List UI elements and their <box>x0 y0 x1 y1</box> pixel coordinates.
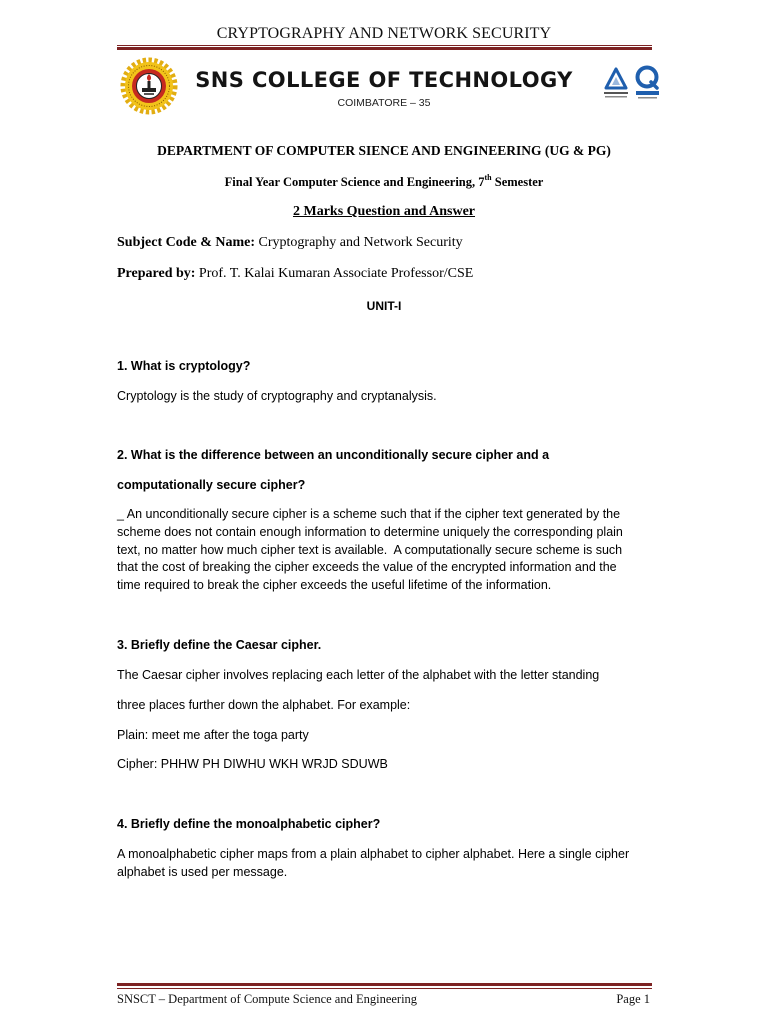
question-4-title: 4. Briefly define the monoalphabetic cipher? <box>117 817 381 831</box>
question-2-answer-line: _ An unconditionally secure cipher is a scheme such that if the cipher text generated by the <box>117 507 621 521</box>
college-name: SNS COLLEGE OF TECHNOLOGY <box>195 68 573 92</box>
question-4-answer-line: A monoalphabetic cipher maps from a plain alphabet to cipher alphabet. Here a single cipher <box>117 847 630 861</box>
department-heading: DEPARTMENT OF COMPUTER SIENCE AND ENGINEERING (UG & PG) <box>157 143 611 158</box>
course-semester: Semester <box>491 175 544 189</box>
unit-heading: UNIT-I <box>366 299 402 313</box>
certification-triangle-logo-icon <box>604 69 628 98</box>
footer-department: SNSCT – Department of Compute Science and Engineering <box>117 992 418 1006</box>
course-line <box>0 174 768 190</box>
question-4-answer-line: alphabet is used per message. <box>117 865 288 879</box>
document-type-heading: 2 Marks Question and Answer <box>292 204 476 219</box>
header-rule-thin <box>117 45 652 46</box>
college-location: COIMBATORE – 35 <box>337 97 431 109</box>
accreditation-logos-icon <box>602 64 662 106</box>
subject-line <box>117 234 463 252</box>
subject-label: Subject Code & Name: <box>117 235 256 250</box>
question-2-answer-line: scheme does not contain enough information to determine uniquely the corresponding plain <box>117 525 623 539</box>
subject-value: Cryptography and Network Security <box>255 235 463 250</box>
footer-rule-thick <box>117 983 652 986</box>
footer-rule-thin <box>117 988 652 989</box>
question-3-answer-line: three places further down the alphabet. For example: <box>117 698 411 712</box>
prepared-by-value: Prof. T. Kalai Kumaran Associate Professor/CSE <box>195 266 474 281</box>
header-rule-thick <box>117 47 652 50</box>
question-2-answer-line: that the cost of breaking the cipher exceeds the value of the encrypted information and the <box>117 560 617 574</box>
question-2-title: 2. What is the difference between an unconditionally secure cipher and a <box>117 448 550 462</box>
question-3-answer-line: The Caesar cipher involves replacing each letter of the alphabet with the letter standing <box>117 668 600 682</box>
question-2-title: computationally secure cipher? <box>117 478 306 492</box>
course-text: Final Year Computer Science and Engineering, 7 <box>224 175 485 189</box>
question-2-answer-line: time required to break the cipher exceeds the useful lifetime of the information. <box>117 578 552 592</box>
quality-q-logo-icon <box>636 68 659 99</box>
question-2-answer-line: text, no matter how much cipher text is available. A computationally secure scheme is such <box>117 543 623 557</box>
running-header: CRYPTOGRAPHY AND NETWORK SECURITY <box>216 25 552 42</box>
question-1-answer-line: Cryptology is the study of cryptography and cryptanalysis. <box>117 389 437 403</box>
page-number: Page 1 <box>616 992 650 1006</box>
question-3-plaintext-example: Plain: meet me after the toga party <box>117 728 309 742</box>
prepared-by-line <box>117 265 473 283</box>
prepared-by-label: Prepared by: <box>117 266 196 281</box>
course-ordinal-suffix: th <box>484 172 492 182</box>
question-3-ciphertext-example: Cipher: PHHW PH DIWHU WKH WRJD SDUWB <box>117 757 388 771</box>
question-1-title: 1. What is cryptology? <box>117 359 251 373</box>
question-3-title: 3. Briefly define the Caesar cipher. <box>117 638 322 652</box>
